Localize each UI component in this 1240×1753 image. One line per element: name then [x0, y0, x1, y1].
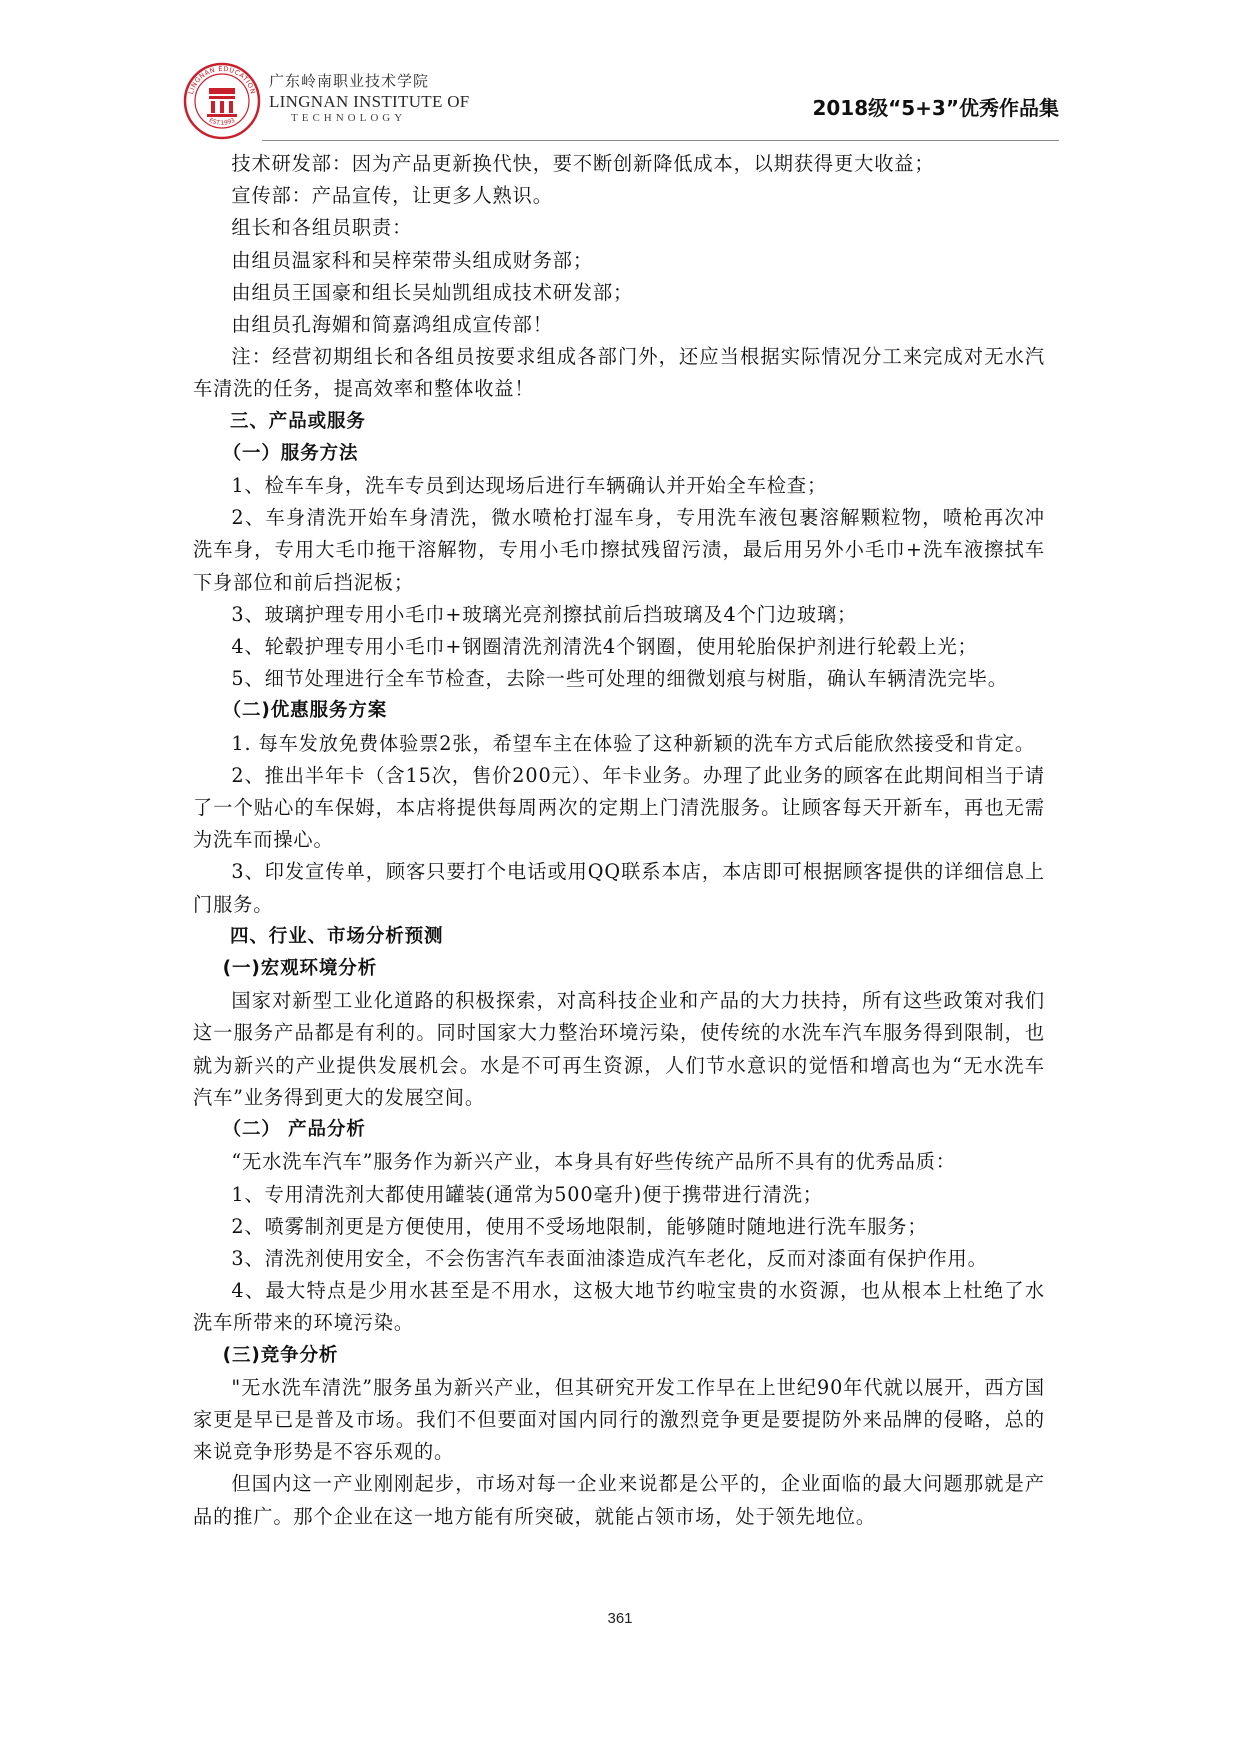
body-paragraph: 1、专用清洗剂大都使用罐装(通常为500毫升)便于携带进行清洗；: [231, 1182, 823, 1206]
document-body: [193, 148, 1045, 1533]
institution-name-en: LINGNAN INSTITUTE OF: [269, 92, 470, 111]
body-paragraph: 由组员温家科和吴梓荣带头组成财务部；: [231, 248, 593, 272]
body-paragraph: 1、检车车身，洗车专员到达现场后进行车辆确认并开始全车检查；: [231, 474, 828, 498]
subsection-heading: （二)优惠服务方案: [222, 700, 388, 722]
body-paragraph: 2、车身清洗开始车身清洗，微水喷枪打湿车身，专用洗车液包裹溶解颗粒物，喷枪再次冲洗车身，专用大毛巾拖干溶解物，专用小毛巾擦拭残留污渍，最后用另外小毛巾+洗车液擦拭车下身部位和前后挡泥板；: [193, 506, 1045, 594]
body-paragraph: 技术研发部：因为产品更新换代快，要不断创新降低成本，以期获得更大收益；: [231, 152, 935, 175]
institution-name-cn: 广东岭南职业技术学院: [269, 72, 430, 90]
body-paragraph: "无水洗车清洗”服务虽为新兴产业，但其研究开发工作早在上世纪90年代就以展开，西方国家更是早已是普及市场。我们不但要面对国内同行的激烈竞争更是要提防外来品牌的侵略，总的来说竞争形势是不容乐观的。: [193, 1375, 1045, 1464]
body-paragraph: 注：经营初期组长和各组员按要求组成各部门外，还应当根据实际情况分工来完成对无水汽车清洗的任务，提高效率和整体收益！: [193, 345, 1045, 401]
body-paragraph: 5、细节处理进行全车节检查，去除一些可处理的细微划痕与树脂，确认车辆清洗完毕。: [231, 667, 1008, 691]
body-paragraph: 3、玻璃护理专用小毛巾+玻璃光亮剂擦拭前后挡玻璃及4个门边玻璃；: [231, 602, 858, 626]
body-paragraph: 国家对新型工业化道路的积极探索，对高科技企业和产品的大力扶持，所有这些政策对我们这一服务产品都是有利的。同时国家大力整治环境污染，使传统的水洗车汽车服务得到限制，也就为新兴的产业提供发展机会。水是不可再生资源，人们节水意识的觉悟和增高也为“无水洗车汽车”业务得到更大的发展空间。: [193, 989, 1045, 1109]
body-paragraph: 但国内这一产业刚刚起步，市场对每一企业来说都是公平的，企业面临的最大问题那就是产品的推广。那个企业在这一地方能有所突破，就能占领市场，处于领先地位。: [193, 1472, 1045, 1528]
page-number: 361: [607, 1610, 633, 1627]
body-paragraph: 1. 每车发放免费体验票2张，希望车主在体验了这种新颖的洗车方式后能欣然接受和肯定。: [231, 731, 1035, 755]
body-paragraph: 2、喷雾制剂更是方便使用，使用不受场地限制，能够随时随地进行洗车服务；: [231, 1214, 928, 1238]
institution-name-en-line2: TECHNOLOGY: [291, 112, 407, 124]
collection-title: 2018级“5+3”优秀作品集: [812, 96, 1059, 120]
body-paragraph: “无水洗车汽车”服务作为新兴产业，本身具有好些传统产品所不具有的优秀品质：: [231, 1150, 956, 1174]
subsection-heading: (三)竞争分析: [222, 1344, 339, 1366]
page-header: [183, 62, 1059, 140]
subsection-heading: (一)宏观环境分析: [222, 958, 378, 980]
header-rule: [262, 140, 1059, 141]
institution-name: [269, 70, 470, 124]
section-heading: 三、产品或服务: [230, 410, 366, 432]
body-paragraph: 由组员王国豪和组长吴灿凯组成技术研发部；: [231, 280, 634, 304]
lingnan-education-seal-icon: [183, 62, 261, 140]
section-heading: 四、行业、市场分析预测: [230, 925, 444, 947]
svg-text:LINGNAN EDUCATION: LINGNAN EDUCATION: [186, 64, 258, 96]
body-paragraph: 2、推出半年卡（含15次，售价200元）、年卡业务。办理了此业务的顾客在此期间相当于请了一个贴心的车保姆，本店将提供每周两次的定期上门清洗服务。让顾客每天开新车，再也无需为洗车而操心。: [193, 763, 1045, 852]
body-paragraph: 3、清洗剂使用安全，不会伤害汽车表面油漆造成汽车老化，反而对漆面有保护作用。: [231, 1246, 988, 1270]
subsection-heading: （二） 产品分析: [222, 1119, 366, 1141]
body-paragraph: 由组员孔海媚和简嘉鸿组成宣传部！: [231, 313, 553, 337]
svg-text:EST.1993: EST.1993: [207, 116, 237, 127]
subsection-heading: （一）服务方法: [222, 442, 359, 464]
body-paragraph: 4、最大特点是少用水甚至是不用水，这极大地节约啦宝贵的水资源，也从根本上杜绝了水洗车所带来的环境污染。: [193, 1279, 1045, 1335]
body-paragraph: 宣传部：产品宣传，让更多人熟识。: [231, 184, 553, 208]
body-paragraph: 组长和各组员职责：: [231, 216, 413, 240]
body-paragraph: 3、印发宣传单，顾客只要打个电话或用QQ联系本店，本店即可根据顾客提供的详细信息上门服务。: [193, 860, 1045, 916]
body-paragraph: 4、轮毂护理专用小毛巾+钢圈清洗剂清洗4个钢圈，使用轮胎保护剂进行轮毂上光；: [231, 635, 978, 659]
